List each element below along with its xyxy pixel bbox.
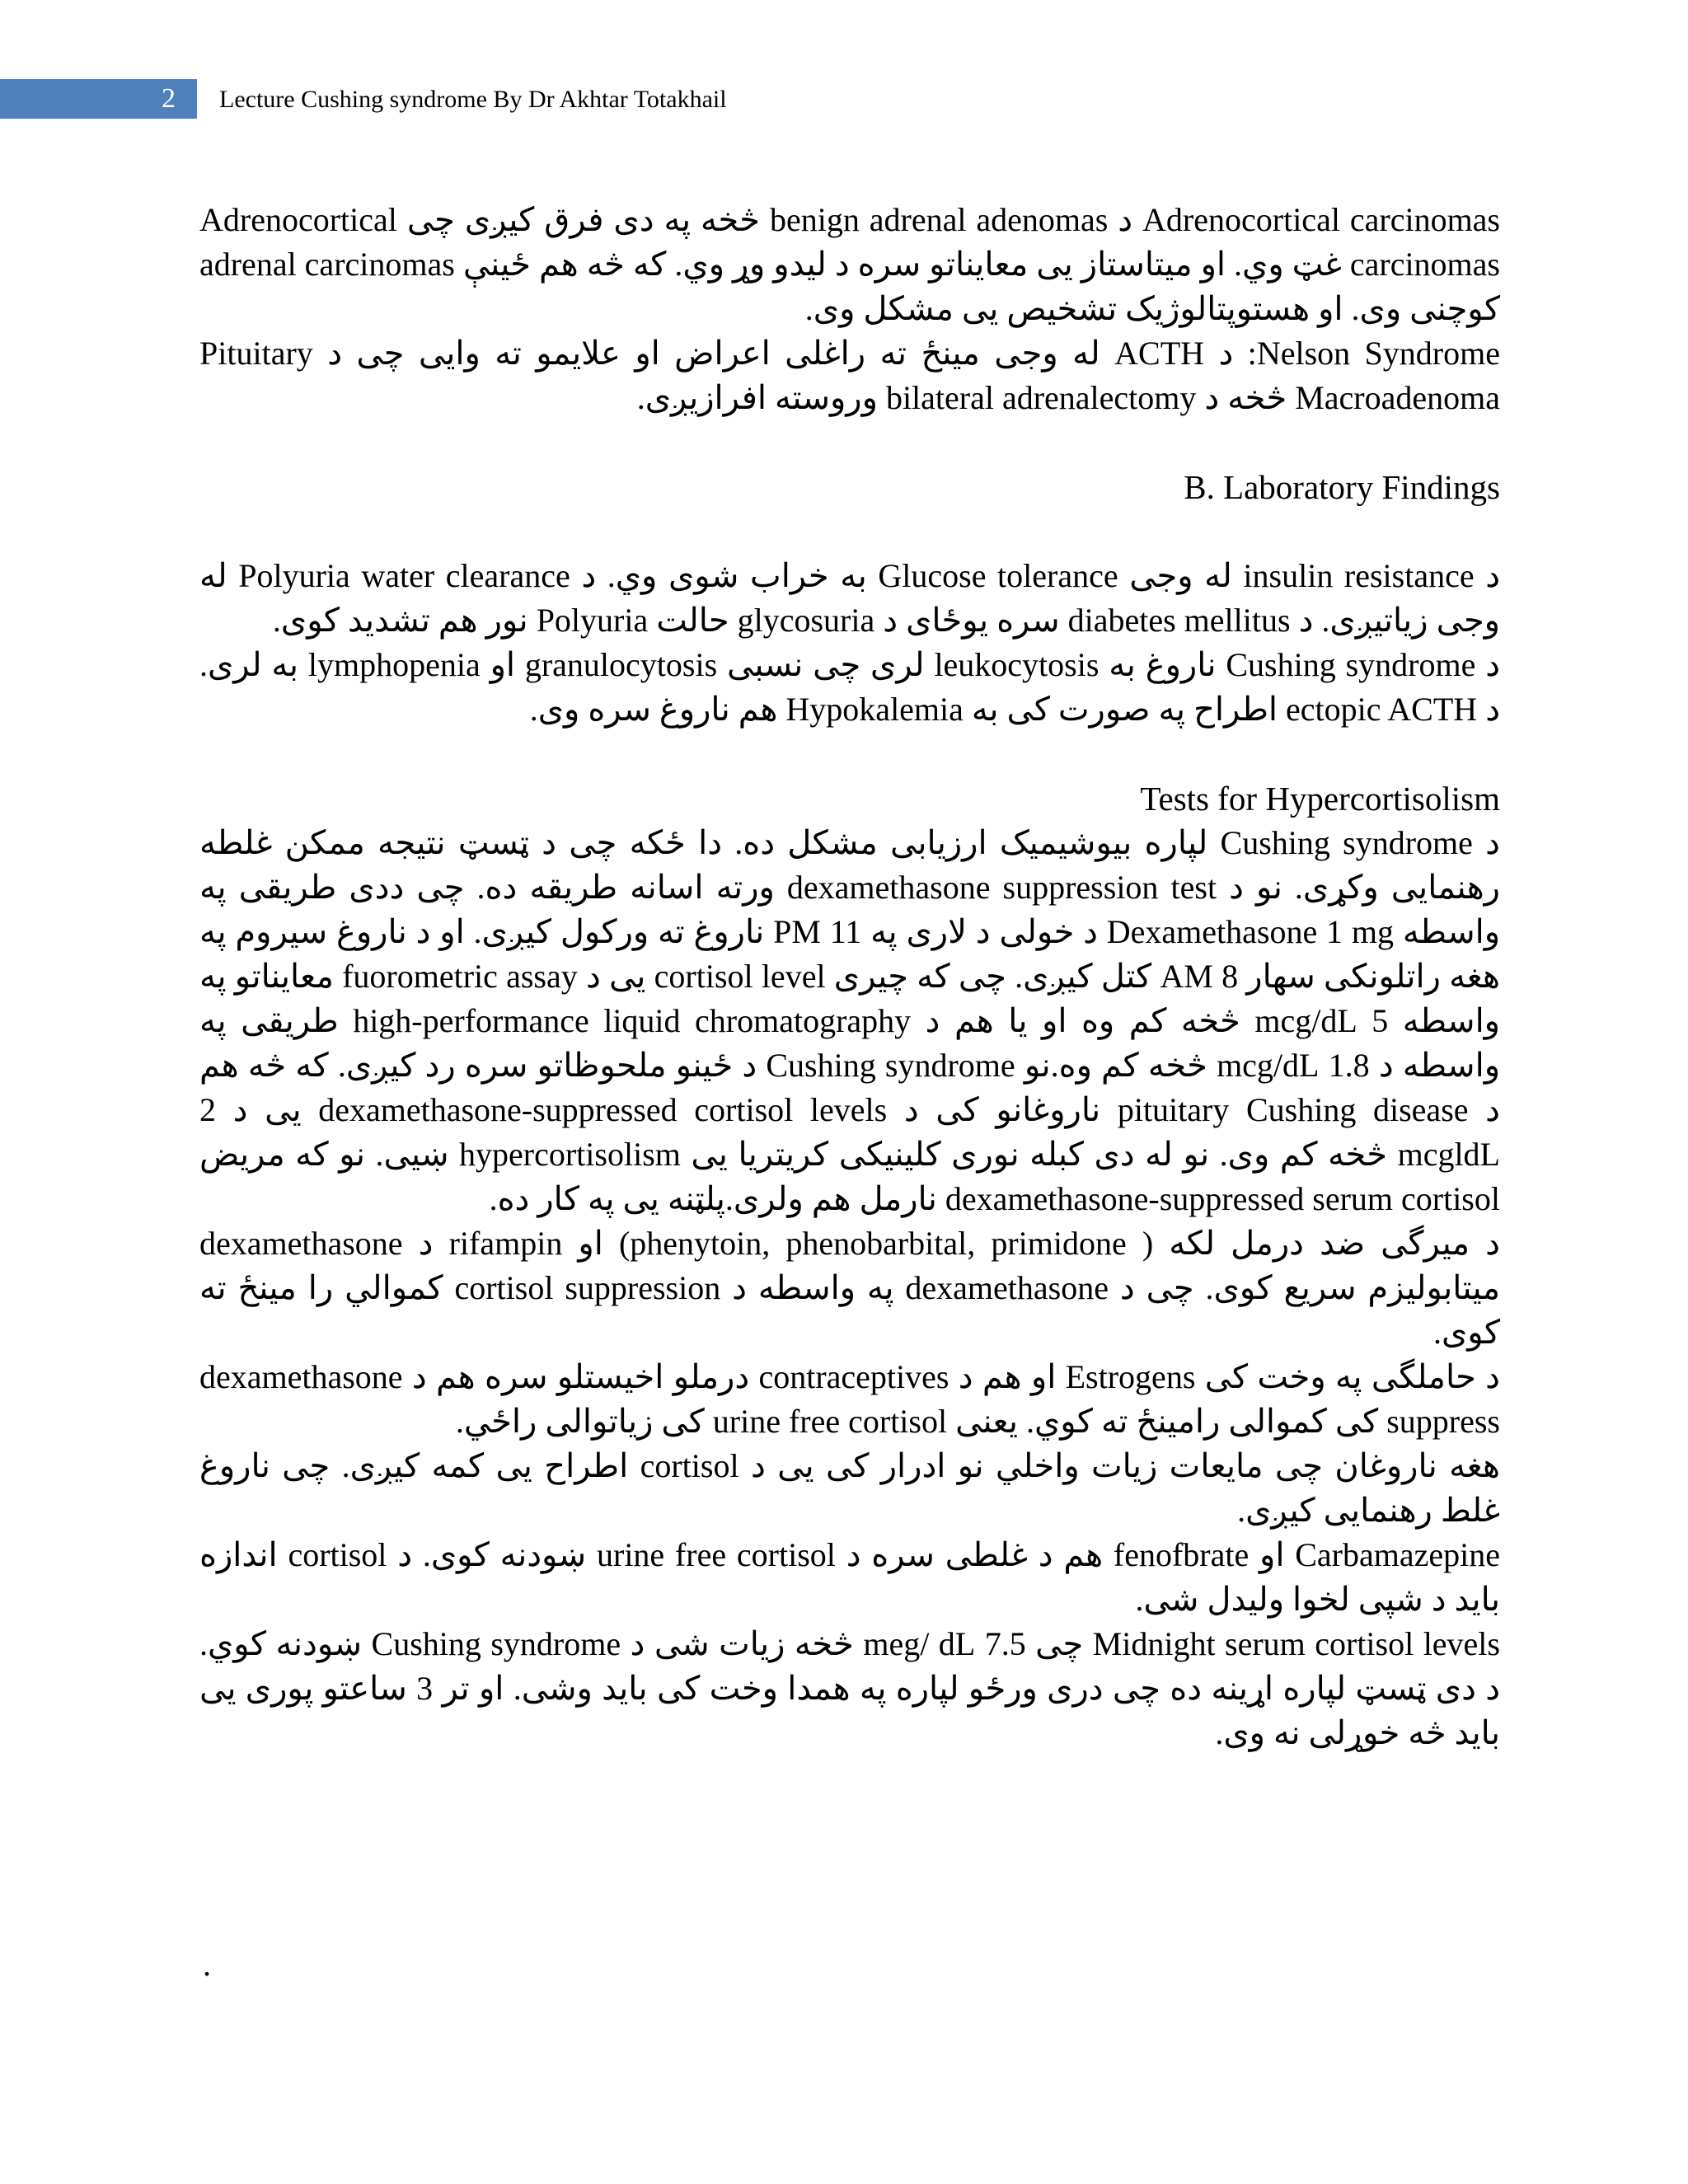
- section-heading-laboratory: B. Laboratory Findings: [1184, 468, 1500, 506]
- paragraph-carbamazepine: Carbamazepine او fenofbrate هم د غلطی سره د urine free cortisol ښودنه کوی. د cortisol اندازه بايد د شپی لخوا وليدل شی.: [199, 1536, 1500, 1618]
- paragraph-leukocytosis: د Cushing syndrome ناروغ به leukocytosis لری چی نسبی granulocytosis او lymphopenia به لری. د ectopic ACTH اطراح په صورت کی به Hypokalemia هم ناروغ سره وی.: [199, 646, 1501, 728]
- paragraph-antiepileptic-drugs: د ميرگی ضد درمل لکه ( phenytoin, phenobarbital, primidone) او rifampin د dexamethasone ميتابوليزم سريع کوی. چی د dexamethasone په واسطه د cortisol suppression کموالي را مينځ ته کوی.: [199, 1225, 1500, 1351]
- paragraph-midnight-cortisol: Midnight serum cortisol levels چی 7.5 meg/ dL څخه زيات شی د Cushing syndrome ښودنه کوي. د دی ټسټ لپاره اړينه ده چی دری ورځو لپاره په همدا وخت کی بايد وشی. او تر 3 ساعتو پوری يی بايد څه خوړلی نه وی.: [199, 1625, 1501, 1751]
- spacer: [199, 732, 1500, 776]
- paragraph-nelson-syndrome: Nelson Syndrome: د ACTH له وجی مينځ ته راغلی اعراض او علايمو ته وايی چی د Pituitary Macroadenoma څخه د bilateral adrenalectomy وروسته افرازيږی.: [199, 335, 1500, 416]
- spacer: [199, 420, 1500, 465]
- document-body: [199, 198, 1500, 1755]
- paragraph-estrogens: د حاملگی په وخت کی Estrogens او هم د contraceptives درملو اخيستلو سره هم د dexamethasone suppress کی کموالی رامينځ ته کوي. يعنی urine free cortisol کی زياتوالی راځي.: [199, 1358, 1500, 1440]
- paragraph-fluid-intake: هغه ناروغان چی مايعات زيات واخلي نو ادرار کی يی د cortisol اطراح يی کمه کيږی. چی ناروغ غلط رهنمايی کيږی.: [199, 1447, 1500, 1529]
- page-number: 2: [162, 83, 176, 114]
- paragraph-adrenal-carcinoma: Adrenocortical carcinomas د benign adrenal adenomas څخه په دی فرق کيږی چی Adrenocortical carcinomas غټ وي. او ميتاستاز يی معايناتو سره د ليدو وړ وي. که څه هم ځينې adrenal carcinomas کوچنی وی. او هستوپتالوژيک تشخيص يی مشکل وی.: [199, 201, 1500, 327]
- section-heading-tests: Tests for Hypercortisolism: [1140, 780, 1500, 818]
- paragraph-dexamethasone-test: د Cushing syndrome لپاره بيوشيميک ارزيابی مشکل ده. دا ځکه چی د ټسټ نتيجه ممکن غلطه رهنمايی وکړی. نو د dexamethasone suppression test ورته اسانه طريقه ده. چی ددی طريقی په واسطه Dexamethasone 1 mg د خولی د لاری په 11 PM ناروغ ته ورکول کيږی. او د ناروغ سيروم په هغه راتلونکی سهار 8 AM کتل کيږی. چی که چيری cortisol level يی د fuorometric assay معايناتو په واسطه 5 mcg/dL څخه کم وه او يا هم د high-performance liquid chromatography طريقی په واسطه د 1.8 mcg/dL څخه کم وه.نو Cushing syndrome د ځينو ملحوظاتو سره رد کيږی. که څه هم د pituitary Cushing disease ناروغانو کی د dexamethasone-suppressed cortisol levels يی د 2 mcgldL څخه کم وی. نو له دی کبله نوری کلينيکی کريتريا يی hypercortisolism ښيی. نو که مريض dexamethasone-suppressed serum cortisol نارمل هم ولری.پلټنه يی په کار ده.: [199, 824, 1501, 1217]
- spacer: [199, 509, 1500, 554]
- header-title: Lecture Cushing syndrome By Dr Akhtar Totakhail: [219, 86, 727, 113]
- trailing-period: .: [203, 1946, 211, 1983]
- paragraph-glucose-tolerance: د insulin resistance له وجی Glucose tolerance به خراب شوی وي. د Polyuria water clearance له وجی زياتيږی. د diabetes mellitus سره يوځای د glycosuria حالت Polyuria نور هم تشديد کوی.: [199, 557, 1501, 639]
